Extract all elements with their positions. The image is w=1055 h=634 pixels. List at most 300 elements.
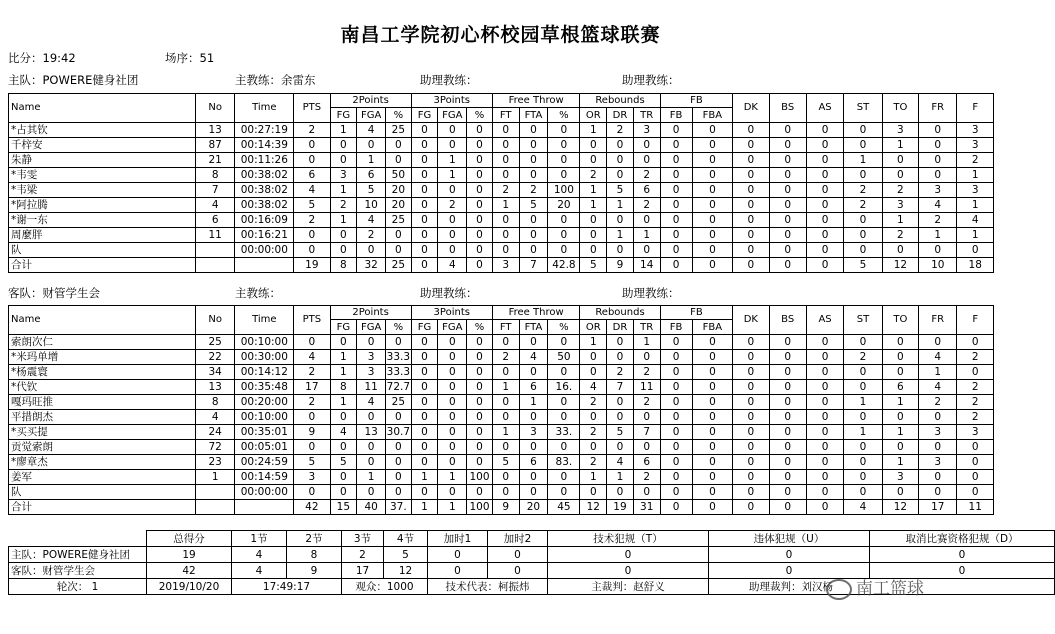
stat-cell: 0 <box>519 228 548 243</box>
total-cell: 9 <box>492 500 519 515</box>
stat-cell: 0 <box>519 153 548 168</box>
stat-cell: 0 <box>548 440 580 455</box>
stat-cell: 0 <box>467 485 493 500</box>
total-cell: 9 <box>607 258 634 273</box>
stat-cell: 0 <box>548 138 580 153</box>
col-sub-dr: DR <box>607 108 634 123</box>
stat-cell: 0 <box>580 365 607 380</box>
stat-cell: 1 <box>330 365 357 380</box>
stat-cell: 1 <box>438 168 467 183</box>
stat-cell: 1 <box>580 183 607 198</box>
total-cell: 15 <box>330 500 357 515</box>
col-to: TO <box>882 306 918 335</box>
summary-cell: 12 <box>384 563 428 579</box>
stat-cell: 0 <box>733 335 769 350</box>
stat-cell: 0 <box>806 228 843 243</box>
stat-cell: 0 <box>769 168 806 183</box>
col-sub-fga: FGA <box>438 320 467 335</box>
stat-cell: 1 <box>580 335 607 350</box>
stat-cell: 0 <box>806 380 843 395</box>
venue-label: 场序：51 <box>165 51 215 65</box>
stat-cell: 00:38:02 <box>235 168 294 183</box>
total-cell: 40 <box>357 500 386 515</box>
total-cell: 12 <box>882 500 918 515</box>
stat-cell: 0 <box>467 138 493 153</box>
stat-cell: 0 <box>769 365 806 380</box>
col-name: Name <box>9 94 196 123</box>
stat-cell: 0 <box>733 455 769 470</box>
stat-cell: 0 <box>492 123 519 138</box>
stat-cell: 1 <box>844 425 882 440</box>
stat-cell: 0 <box>919 440 957 455</box>
stat-cell: 0 <box>633 485 660 500</box>
stat-cell: 0 <box>548 243 580 258</box>
summary-cell: 0 <box>548 547 709 563</box>
summary-cell: 0 <box>488 547 548 563</box>
stat-cell: 0 <box>438 243 467 258</box>
stat-cell: 3 <box>519 425 548 440</box>
summary-team: 客队：财管学生会 <box>9 563 147 579</box>
stat-cell: 0 <box>660 365 692 380</box>
stat-cell: 0 <box>607 213 634 228</box>
stat-cell: 0 <box>519 168 548 183</box>
stat-cell: 10 <box>357 198 386 213</box>
stat-cell: 4 <box>294 183 330 198</box>
stat-cell: 0 <box>467 183 493 198</box>
player-name: 队 <box>9 243 196 258</box>
stat-cell: 0 <box>411 243 438 258</box>
stat-cell: 2 <box>438 198 467 213</box>
col-to: TO <box>882 94 918 123</box>
home-asst-coach-2: 助理教练： <box>622 73 680 87</box>
stat-cell: 0 <box>733 350 769 365</box>
total-cell: 0 <box>692 258 733 273</box>
total-cell: 0 <box>660 500 692 515</box>
stat-cell: 0 <box>438 138 467 153</box>
stat-cell: 0 <box>411 335 438 350</box>
stat-cell: 3 <box>957 425 994 440</box>
stat-cell: 1 <box>357 153 386 168</box>
stat-cell: 5 <box>294 198 330 213</box>
stat-cell: 0 <box>692 123 733 138</box>
stat-cell: 2 <box>492 183 519 198</box>
summary-corner <box>9 531 147 547</box>
col-f: F <box>957 94 994 123</box>
stat-cell: 21 <box>195 153 235 168</box>
stat-cell: 0 <box>357 138 386 153</box>
col-sub-pct: % <box>386 320 412 335</box>
col-st: ST <box>844 306 882 335</box>
total-cell: 19 <box>294 258 330 273</box>
stat-cell: 3 <box>882 123 918 138</box>
stat-cell: 1 <box>607 198 634 213</box>
stat-cell: 3 <box>882 470 918 485</box>
stat-cell: 3 <box>919 425 957 440</box>
total-cell: 4 <box>844 500 882 515</box>
stat-cell: 0 <box>733 395 769 410</box>
stat-cell: 1 <box>519 395 548 410</box>
stat-cell: 13 <box>195 123 235 138</box>
stat-cell: 1 <box>919 365 957 380</box>
col-sub-fta: FTA <box>519 108 548 123</box>
stat-cell: 0 <box>733 213 769 228</box>
stat-cell: 2 <box>957 380 994 395</box>
stat-cell: 0 <box>692 410 733 425</box>
player-row <box>9 213 994 228</box>
stat-cell: 0 <box>294 410 330 425</box>
total-cell: 0 <box>806 258 843 273</box>
total-cell: 0 <box>660 258 692 273</box>
stat-cell: 6 <box>195 213 235 228</box>
stat-cell: 1 <box>580 198 607 213</box>
col-sub-fbm: FB <box>660 108 692 123</box>
stat-cell: 0 <box>294 440 330 455</box>
stat-cell: 0 <box>330 153 357 168</box>
stat-cell: 8 <box>195 395 235 410</box>
date-cell: 2019/10/20 <box>147 579 232 595</box>
stat-cell: 0 <box>633 153 660 168</box>
stat-cell: 0 <box>919 243 957 258</box>
col-bs: BS <box>769 94 806 123</box>
stat-cell: 00:16:21 <box>235 228 294 243</box>
stat-cell: 2 <box>580 425 607 440</box>
stat-cell: 5 <box>330 455 357 470</box>
total-cell: 7 <box>519 258 548 273</box>
stat-cell: 4 <box>519 350 548 365</box>
stat-cell: 0 <box>957 365 994 380</box>
stat-cell: 33.3 <box>386 365 411 378</box>
stat-cell: 0 <box>357 455 386 470</box>
stat-cell: 0 <box>357 335 386 350</box>
col-sub-fba: FBA <box>692 108 733 123</box>
stat-cell: 7 <box>607 380 634 395</box>
total-cell: 0 <box>806 500 843 515</box>
stat-cell: 0 <box>919 410 957 425</box>
stat-cell: 0 <box>411 365 438 380</box>
total-cell: 5 <box>580 258 607 273</box>
page-title: 南昌工学院初心杯校园草根篮球联赛 <box>340 24 661 46</box>
col-2points: 2Points <box>330 306 411 320</box>
stat-cell: 1 <box>195 470 235 485</box>
col-sub-fg: FG <box>411 320 438 335</box>
stat-cell: 0 <box>957 243 994 258</box>
player-row <box>9 485 994 500</box>
stat-cell: 0 <box>692 153 733 168</box>
stat-cell: 0 <box>438 365 467 380</box>
stat-cell: 1 <box>882 213 918 228</box>
stat-cell: 0 <box>633 440 660 455</box>
stat-cell <box>195 243 235 258</box>
player-row <box>9 365 994 380</box>
summary-cell: 2 <box>342 547 384 563</box>
stat-cell: 0 <box>806 198 843 213</box>
stat-cell: 0 <box>330 485 357 500</box>
stat-cell: 5 <box>294 455 330 470</box>
away-asst-coach-2: 助理教练： <box>622 286 680 300</box>
stat-cell: 0 <box>386 470 412 485</box>
stat-cell: 0 <box>411 213 438 228</box>
stat-cell: 00:14:39 <box>235 138 294 153</box>
stat-cell: 0 <box>411 123 438 138</box>
stat-cell: 0 <box>692 183 733 198</box>
stat-cell: 2 <box>633 198 660 213</box>
stat-cell: 0 <box>844 485 882 500</box>
total-cell: 45 <box>548 500 580 515</box>
stat-cell: 0 <box>548 470 580 485</box>
stat-cell: 0 <box>844 123 882 138</box>
stat-cell: 0 <box>548 395 580 410</box>
stat-cell: 0 <box>492 243 519 258</box>
stat-cell: 0 <box>882 410 918 425</box>
stat-cell: 1 <box>957 228 994 243</box>
total-cell: 12 <box>580 500 607 515</box>
referee-cell: 主裁判：赵舒义 <box>548 579 709 595</box>
stat-cell: 0 <box>411 455 438 470</box>
stat-cell: 0 <box>411 198 438 213</box>
stat-cell: 6 <box>633 455 660 470</box>
stat-cell: 0 <box>733 485 769 500</box>
stat-cell: 0 <box>769 455 806 470</box>
stat-cell: 0 <box>607 395 634 410</box>
stat-cell: 0 <box>492 213 519 228</box>
col-sub-ftm: FT <box>492 108 519 123</box>
stat-cell: 0 <box>330 470 357 485</box>
stat-cell: 3 <box>957 138 994 153</box>
total-cell: 18 <box>957 258 994 273</box>
stat-cell: 0 <box>660 123 692 138</box>
away-team-label: 客队：财管学生会 <box>8 286 100 300</box>
summary-cell: 4 <box>232 547 287 563</box>
col-fr: FR <box>919 94 957 123</box>
stat-cell: 0 <box>548 485 580 500</box>
col-rebounds: Rebounds <box>580 94 660 108</box>
tech-rep-cell: 技术代表：柯振炜 <box>428 579 548 595</box>
stat-cell: 0 <box>519 470 548 485</box>
stat-cell: 4 <box>919 198 957 213</box>
summary-cell: 9 <box>287 563 342 579</box>
stat-cell: 3 <box>919 183 957 198</box>
stat-cell: 0 <box>660 153 692 168</box>
stat-cell: 0 <box>580 410 607 425</box>
stat-cell: 5 <box>519 198 548 213</box>
stat-cell: 0 <box>660 335 692 350</box>
col-sub-pct: % <box>548 320 580 335</box>
round-cell <box>9 579 147 595</box>
stat-cell: 0 <box>769 380 806 395</box>
summary-header: 2节 <box>287 531 342 547</box>
summary-row <box>9 547 1055 563</box>
stat-cell: 0 <box>692 485 733 500</box>
col-sub-fg: FG <box>330 108 357 123</box>
stat-cell: 0 <box>733 380 769 395</box>
player-name: 姜军 <box>9 470 196 485</box>
stat-cell: 0 <box>769 440 806 455</box>
stat-cell: 1 <box>330 123 357 138</box>
stat-cell: 0 <box>357 410 386 425</box>
stat-cell: 00:24:59 <box>235 455 294 470</box>
col-sub-dr: DR <box>607 320 634 335</box>
stat-cell: 0 <box>692 470 733 485</box>
stat-cell: 1 <box>580 470 607 485</box>
stat-cell: 1 <box>607 470 634 485</box>
stat-cell: 0 <box>386 335 412 350</box>
stat-cell: 0 <box>733 243 769 258</box>
stat-cell: 0 <box>357 485 386 500</box>
col-sub-fbm: FB <box>660 320 692 335</box>
stat-cell: 0 <box>733 470 769 485</box>
col-sub-or: OR <box>580 320 607 335</box>
stat-cell: 00:16:09 <box>235 213 294 228</box>
stat-cell: 0 <box>294 153 330 168</box>
summary-header: 1节 <box>232 531 287 547</box>
total-cell: 0 <box>733 500 769 515</box>
stat-cell: 0 <box>844 138 882 153</box>
stat-cell: 1 <box>411 470 438 485</box>
stat-cell: 2 <box>580 168 607 183</box>
stat-cell: 0 <box>633 243 660 258</box>
stat-cell: 0 <box>580 153 607 168</box>
col-f: F <box>957 306 994 335</box>
summary-cell: 5 <box>384 547 428 563</box>
stat-cell: 3 <box>919 455 957 470</box>
stat-cell: 0 <box>519 365 548 380</box>
stat-cell: 0 <box>607 335 634 350</box>
stat-cell: 0 <box>769 123 806 138</box>
player-row <box>9 410 994 425</box>
stat-cell: 0 <box>386 138 412 153</box>
stat-cell: 0 <box>806 425 843 440</box>
stat-cell: 0 <box>769 183 806 198</box>
stat-cell: 3 <box>957 183 994 198</box>
summary-cell: 0 <box>428 563 488 579</box>
stat-cell: 0 <box>957 470 994 485</box>
header-row <box>9 94 994 108</box>
summary-header: 加时2 <box>488 531 548 547</box>
stat-cell: 0 <box>519 123 548 138</box>
stat-cell: 0 <box>548 123 580 138</box>
stat-cell: 6 <box>357 168 386 183</box>
stat-cell: 0 <box>519 335 548 350</box>
stat-cell: 83. <box>548 455 580 470</box>
stat-cell: 0 <box>844 213 882 228</box>
stat-cell: 0 <box>467 425 493 440</box>
stat-cell: 0 <box>806 440 843 455</box>
stat-cell: 0 <box>692 350 733 365</box>
summary-header: 总得分 <box>147 531 232 547</box>
stat-cell: 0 <box>467 365 493 380</box>
stat-cell: 0 <box>294 138 330 153</box>
summary-header-row <box>9 531 1055 547</box>
stat-cell: 0 <box>806 153 843 168</box>
stat-cell: 2 <box>919 213 957 228</box>
stat-cell: 0 <box>548 228 580 243</box>
player-row <box>9 243 994 258</box>
total-cell: 0 <box>769 258 806 273</box>
stat-cell: 0 <box>692 380 733 395</box>
stat-cell: 9 <box>294 425 330 440</box>
stat-cell: 0 <box>411 380 438 395</box>
total-cell <box>235 258 294 273</box>
stat-cell: 6 <box>519 380 548 395</box>
player-name: 嘎玛旺推 <box>9 395 196 410</box>
stat-cell: 0 <box>467 380 493 395</box>
stat-cell: 0 <box>519 410 548 425</box>
stat-cell: 25 <box>386 395 412 410</box>
stat-cell: 0 <box>411 395 438 410</box>
stat-cell: 0 <box>580 213 607 228</box>
col-as: AS <box>806 306 843 335</box>
stat-cell: 0 <box>492 138 519 153</box>
stat-cell: 0 <box>692 138 733 153</box>
stat-cell: 3 <box>957 123 994 138</box>
stat-cell: 2 <box>844 350 882 365</box>
stat-cell: 0 <box>919 168 957 183</box>
stat-cell: 0 <box>660 213 692 228</box>
stat-cell: 0 <box>660 183 692 198</box>
stat-cell: 1 <box>607 228 634 243</box>
summary-cell: 0 <box>870 547 1055 563</box>
stat-cell: 0 <box>692 335 733 350</box>
stat-cell: 0 <box>548 335 580 350</box>
col-sub-pct: % <box>467 320 493 335</box>
summary-header: 取消比赛资格犯规（D） <box>870 531 1055 547</box>
stat-cell: 1 <box>330 350 357 365</box>
stat-cell: 3 <box>882 198 918 213</box>
stat-cell: 50 <box>386 168 412 183</box>
stat-cell: 0 <box>692 198 733 213</box>
stat-cell: 0 <box>692 213 733 228</box>
summary-cell: 4 <box>232 563 287 579</box>
stat-cell: 0 <box>660 395 692 410</box>
stat-cell: 0 <box>844 410 882 425</box>
player-row <box>9 455 994 470</box>
stat-cell: 0 <box>580 350 607 365</box>
total-cell: 14 <box>633 258 660 273</box>
stat-cell: 4 <box>195 198 235 213</box>
away-asst-coach-1: 助理教练： <box>420 286 478 300</box>
col-sub-fg: FG <box>330 320 357 335</box>
stat-cell: 0 <box>660 228 692 243</box>
stat-cell: 00:05:01 <box>235 440 294 455</box>
stat-cell: 0 <box>660 485 692 500</box>
player-name: *廖章杰 <box>9 455 196 470</box>
stat-cell: 0 <box>806 395 843 410</box>
stat-cell: 0 <box>660 243 692 258</box>
stat-cell: 72.7 <box>386 380 411 393</box>
stat-cell: 0 <box>660 425 692 440</box>
stat-cell: 0 <box>733 440 769 455</box>
stat-cell: 0 <box>411 425 438 440</box>
stat-cell: 0 <box>357 440 386 455</box>
stat-cell: 0 <box>386 440 412 455</box>
stat-cell: 0 <box>957 485 994 500</box>
stat-cell: 0 <box>492 485 519 500</box>
stat-cell: 0 <box>660 138 692 153</box>
total-cell: 25 <box>386 258 412 273</box>
stat-cell: 0 <box>692 243 733 258</box>
stat-cell: 0 <box>919 123 957 138</box>
player-row <box>9 198 994 213</box>
stat-cell: 0 <box>633 350 660 365</box>
stat-cell: 3 <box>294 470 330 485</box>
stat-cell: 0 <box>806 243 843 258</box>
stat-cell: 0 <box>294 335 330 350</box>
stat-cell: 0 <box>607 350 634 365</box>
stat-cell: 0 <box>438 410 467 425</box>
stat-cell: 2 <box>882 183 918 198</box>
stat-cell: 0 <box>438 183 467 198</box>
stat-cell: 0 <box>548 410 580 425</box>
